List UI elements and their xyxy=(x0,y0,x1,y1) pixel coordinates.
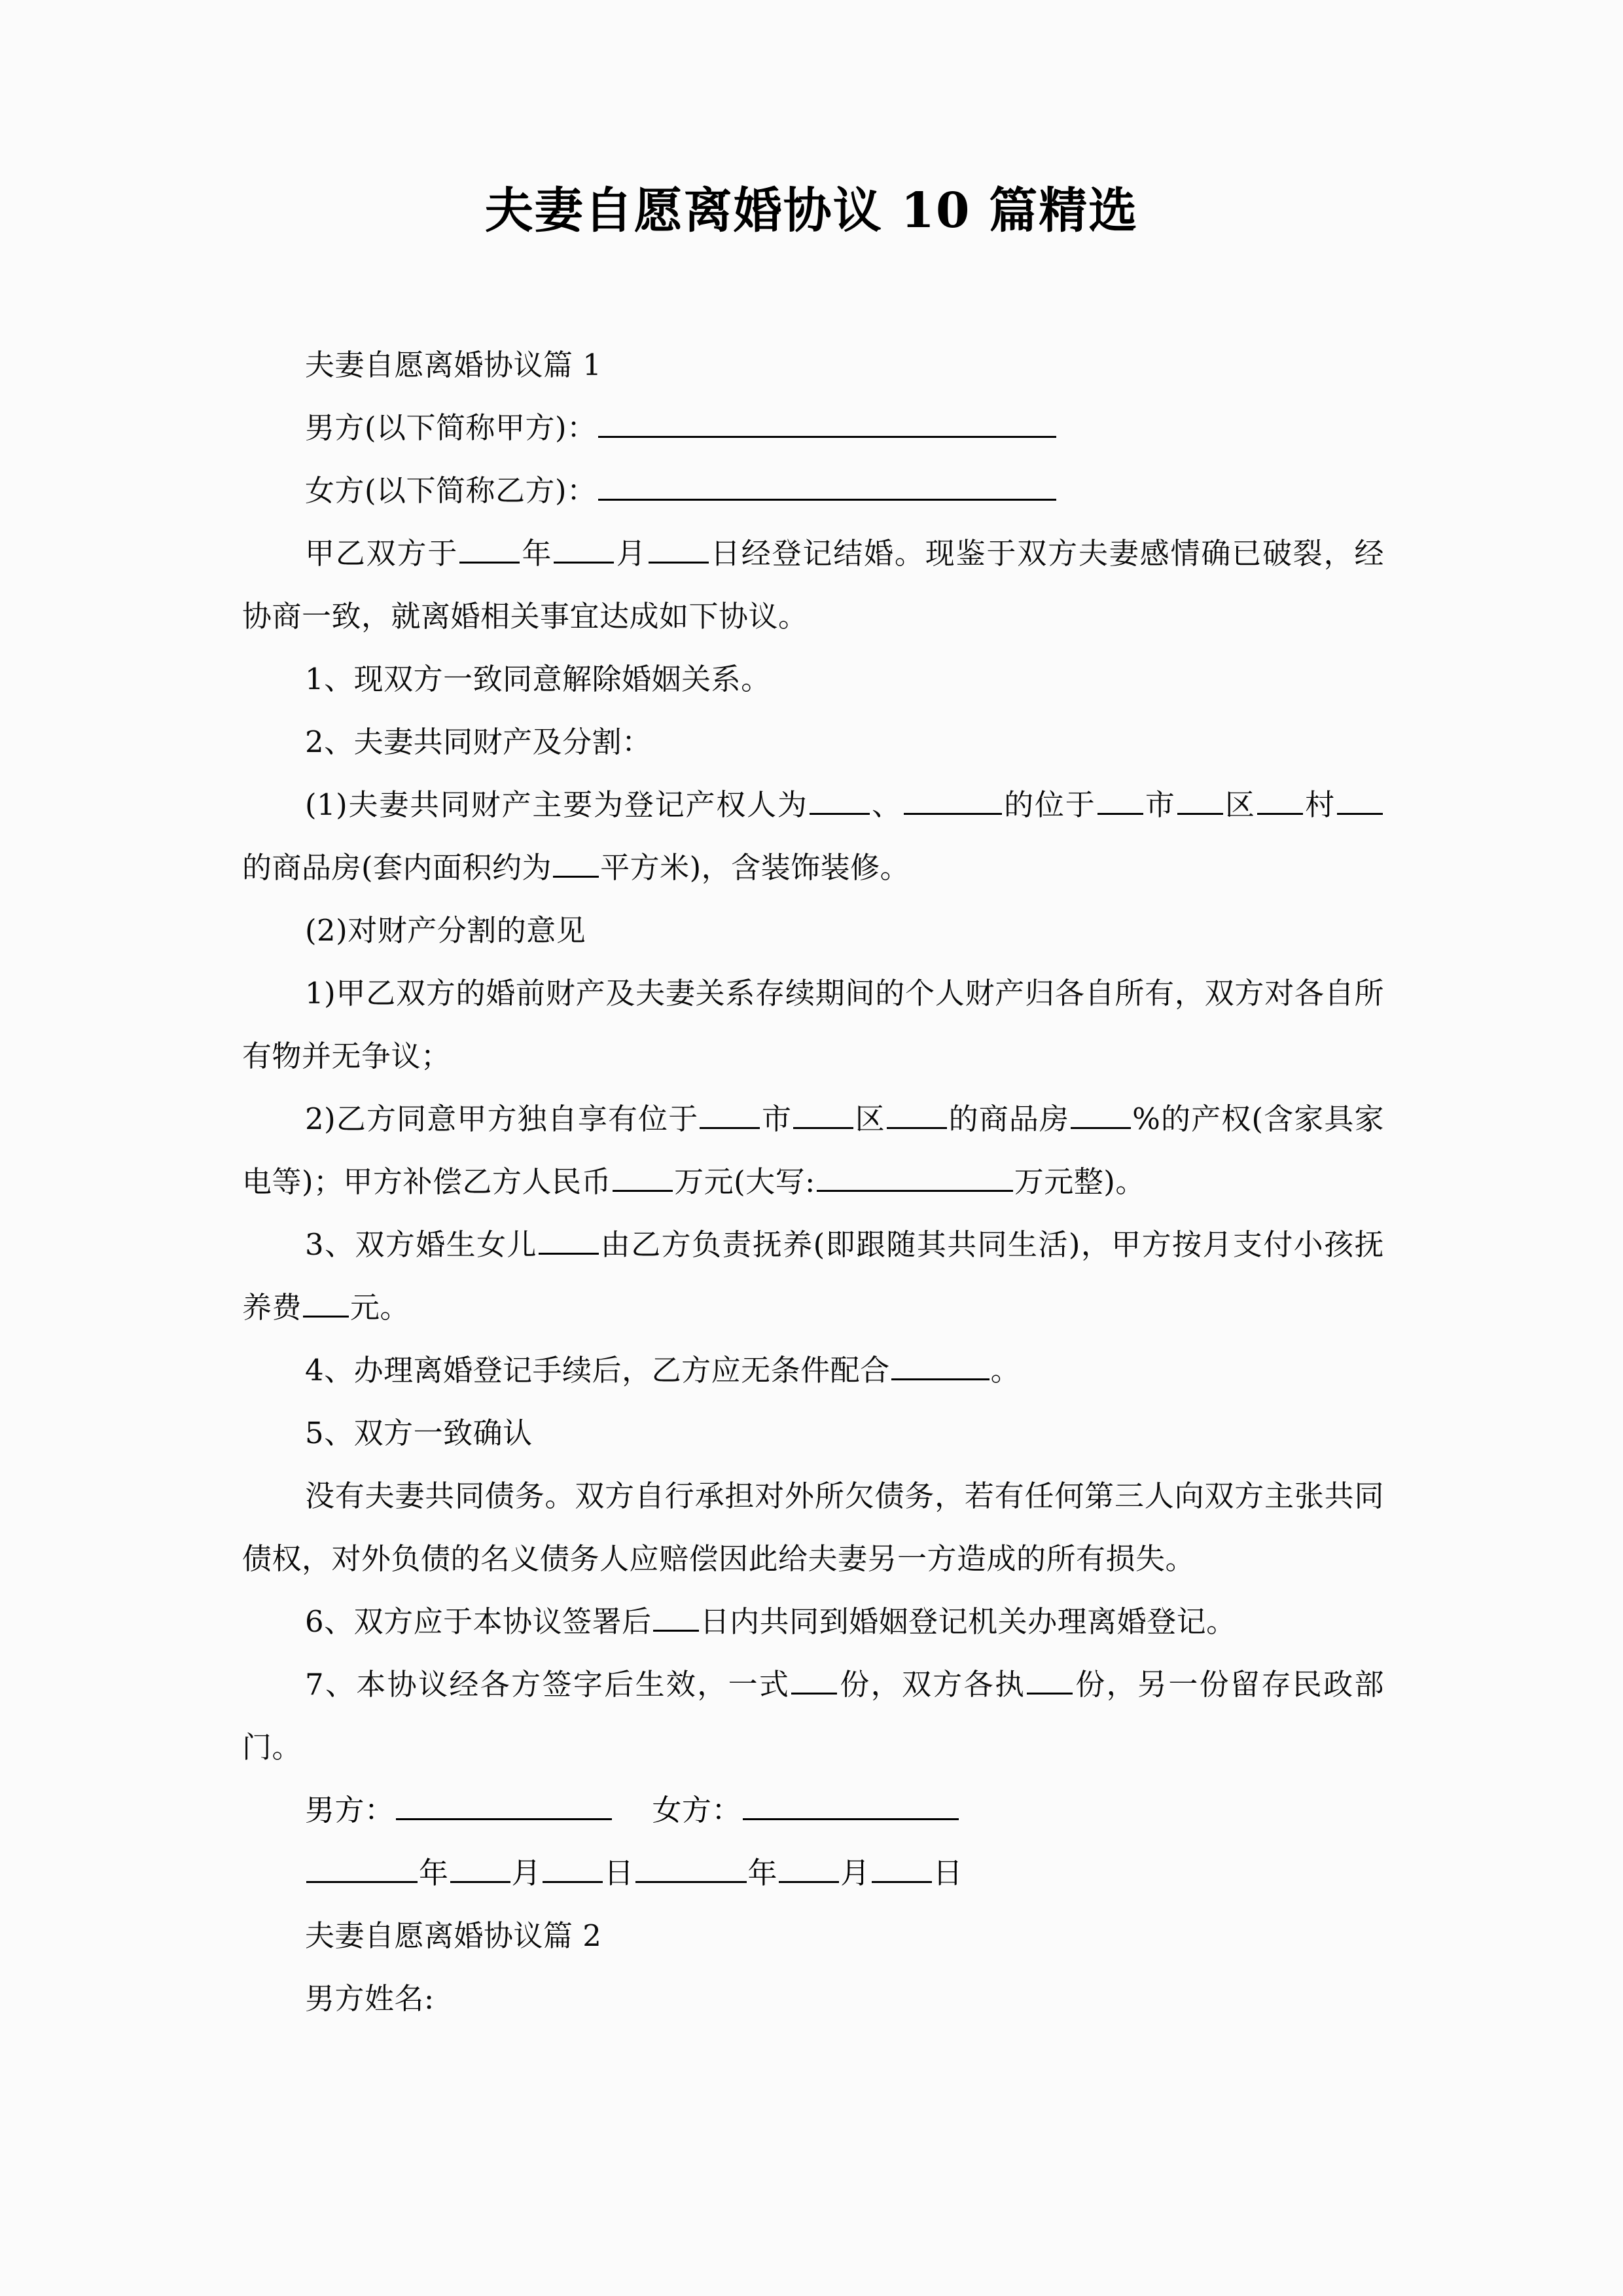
marriage-date-prefix: 甲乙双方于 xyxy=(305,536,459,571)
female-signature-label: 女方： xyxy=(652,1793,742,1827)
male-year-label: 年 xyxy=(419,1856,449,1890)
male-day-label: 日 xyxy=(604,1856,634,1890)
male-month-label: 月 xyxy=(511,1856,542,1890)
owner-2-blank[interactable] xyxy=(904,788,1002,815)
female-signature-blank[interactable] xyxy=(743,1793,959,1820)
clause-4 xyxy=(242,1339,1384,1402)
clause-1: 1、现双方一致同意解除婚姻关系。 xyxy=(305,662,771,696)
clause-5: 5、双方一致确认 xyxy=(305,1416,533,1450)
copies-each-blank[interactable] xyxy=(1027,1668,1073,1695)
clause-2-1-text-h: 平方米)，含装饰装修。 xyxy=(600,850,910,885)
clause-2-2-2-text-g: 万元整)。 xyxy=(1014,1164,1145,1199)
party-b-label: 女方(以下简称乙方)： xyxy=(305,473,597,508)
clause-7-text-b: 份，双方各执 xyxy=(838,1667,1026,1702)
clause-3-text-c: 元。 xyxy=(350,1290,410,1325)
month-label-1: 月 xyxy=(615,536,647,571)
year-label-1: 年 xyxy=(521,536,553,571)
district-blank-2[interactable] xyxy=(793,1102,853,1129)
address-blank-2[interactable] xyxy=(887,1102,947,1129)
ownership-percent-blank[interactable] xyxy=(1071,1102,1131,1129)
female-year-label: 年 xyxy=(747,1856,778,1890)
clause-2-1-text-b: 、 xyxy=(870,787,902,822)
marriage-day-blank[interactable] xyxy=(649,537,709,564)
clause-6-text-b: 日内共同到婚姻登记机关办理离婚登记。 xyxy=(700,1604,1236,1639)
male-signature-label: 男方： xyxy=(305,1793,395,1827)
clause-2-1-text-d: 市 xyxy=(1144,787,1176,822)
clause-2: 2、夫妻共同财产及分割： xyxy=(305,725,652,759)
section-heading-1: 夫妻自愿离婚协议篇 1 xyxy=(305,348,602,382)
female-month-blank[interactable] xyxy=(779,1856,839,1883)
owner-1-blank[interactable] xyxy=(810,788,870,815)
clause-2-2-2-text-d: 的商品房 xyxy=(948,1102,1070,1136)
party-a-label: 男方(以下简称甲方)： xyxy=(305,410,597,445)
city-blank-2[interactable] xyxy=(700,1102,760,1129)
child-support-blank[interactable] xyxy=(303,1291,349,1318)
female-year-blank[interactable] xyxy=(635,1856,747,1883)
party-a-line xyxy=(242,397,1384,459)
clause-2-sub-1 xyxy=(242,774,1384,899)
city-blank-1[interactable] xyxy=(1097,788,1143,815)
clause-2-1-text-g: 的商品房(套内面积约为 xyxy=(242,850,552,885)
village-blank-1[interactable] xyxy=(1257,788,1303,815)
male-month-blank[interactable] xyxy=(450,1856,510,1883)
child-name-blank[interactable] xyxy=(539,1228,599,1255)
signature-line xyxy=(242,1779,1384,1842)
clause-7-text-c: 份，另一份留存民政部门。 xyxy=(242,1667,1384,1765)
male-signature-blank[interactable] xyxy=(396,1793,612,1820)
registration-days-blank[interactable] xyxy=(653,1605,699,1632)
cooperation-blank[interactable] xyxy=(891,1354,990,1380)
clause-4-text-b: 。 xyxy=(990,1353,1021,1388)
clause-2-2-2-text-a: 2)乙方同意甲方独自享有位于 xyxy=(305,1102,699,1136)
party-a-blank[interactable] xyxy=(598,411,1056,438)
party-b-blank[interactable] xyxy=(598,474,1056,501)
marriage-date-suffix: 日经登记结婚。现鉴于双方夫妻感情确已破裂，经协商一致，就离婚相关事宜达成如下协议。 xyxy=(242,536,1384,634)
male-year-blank[interactable] xyxy=(306,1856,418,1883)
area-blank[interactable] xyxy=(553,851,599,878)
compensation-words-blank[interactable] xyxy=(817,1165,1013,1192)
clause-2-sub-2: (2)对财产分割的意见 xyxy=(305,913,586,948)
clause-2-2-2-text-f: 万元(大写: xyxy=(674,1164,815,1199)
clause-2-2-2-text-c: 区 xyxy=(855,1102,885,1136)
clause-2-sub-2-item-1: 1)甲乙双方的婚前财产及夫妻关系存续期间的个人财产归各自所有，双方对各自所有物并无争议； xyxy=(242,976,1384,1073)
female-day-blank[interactable] xyxy=(872,1856,932,1883)
page-title: 夫妻自愿离婚协议 10 篇精选 xyxy=(484,183,1139,239)
clause-2-2-2-text-e: %的产权(含家具家电等)；甲方补偿乙方人民币 xyxy=(242,1102,1384,1199)
party-b-line xyxy=(242,459,1384,522)
clause-6 xyxy=(242,1590,1384,1653)
male-day-blank[interactable] xyxy=(543,1856,603,1883)
compensation-amount-blank[interactable] xyxy=(613,1165,673,1192)
clause-2-sub-2-item-2 xyxy=(242,1088,1384,1213)
clause-7-text-a: 7、本协议经各方签字后生效，一式 xyxy=(305,1667,791,1702)
marriage-month-blank[interactable] xyxy=(554,537,614,564)
clause-3-text-a: 3、双方婚生女儿 xyxy=(305,1227,537,1262)
clause-3 xyxy=(242,1213,1384,1339)
clause-3-text-b: 由乙方负责抚养(即跟随其共同生活)，甲方按月支付小孩抚养费 xyxy=(242,1227,1384,1325)
clause-4-text-a: 4、办理离婚登记手续后，乙方应无条件配合 xyxy=(305,1353,890,1388)
clause-2-1-text-e: 区 xyxy=(1224,787,1256,822)
clause-2-1-text-f: 村 xyxy=(1304,787,1336,822)
marriage-year-blank[interactable] xyxy=(459,537,520,564)
section-heading-2: 夫妻自愿离婚协议篇 2 xyxy=(305,1918,602,1953)
district-blank-1[interactable] xyxy=(1177,788,1223,815)
female-month-label: 月 xyxy=(840,1856,870,1890)
copies-total-blank[interactable] xyxy=(791,1668,837,1695)
clause-2-1-text-c: 的位于 xyxy=(1003,787,1096,822)
female-day-label: 日 xyxy=(933,1856,963,1890)
male-name-label-line: 男方姓名: xyxy=(305,1981,435,2016)
marriage-registration-paragraph xyxy=(242,522,1384,648)
address-detail-blank[interactable] xyxy=(1337,788,1383,815)
clause-7 xyxy=(242,1653,1384,1779)
clause-2-2-2-text-b: 市 xyxy=(761,1102,793,1136)
clause-6-text-a: 6、双方应于本协议签署后 xyxy=(305,1604,652,1639)
signature-date-line xyxy=(242,1842,1384,1905)
clause-5-body: 没有夫妻共同债务。双方自行承担对外所欠债务，若有任何第三人向双方主张共同债权，对外负债的名义债务人应赔偿因此给夫妻另一方造成的所有损失。 xyxy=(242,1479,1384,1576)
document-body xyxy=(242,334,1384,2030)
clause-2-1-text-a: (1)夫妻共同财产主要为登记产权人为 xyxy=(305,787,808,822)
